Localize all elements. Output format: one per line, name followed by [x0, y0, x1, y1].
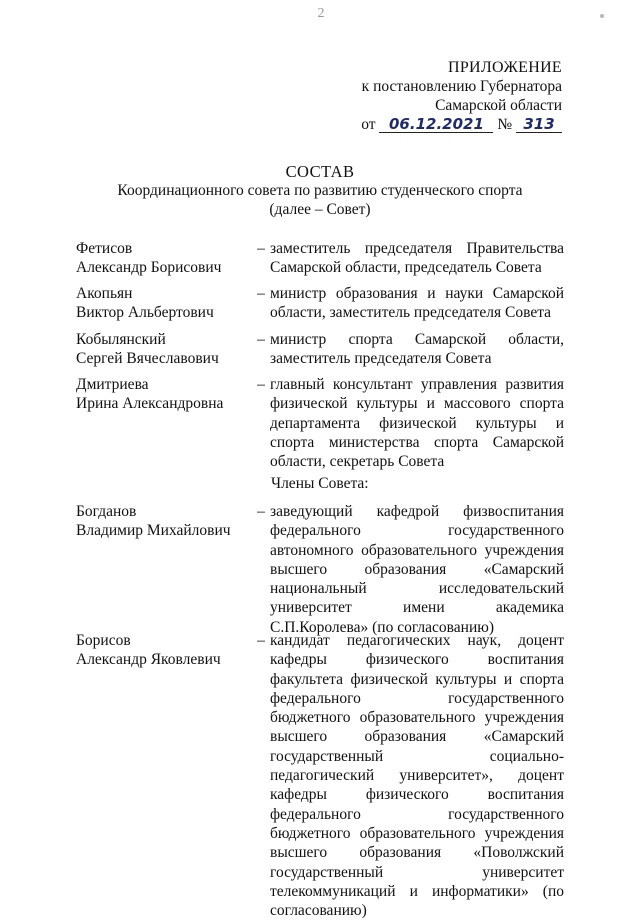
member-given-name: Александр Борисович: [76, 259, 222, 277]
document-heading: [90, 162, 550, 219]
member-role: главный консультант управления развития физической культуры и массового спорта департамента физической культуры и спорта министерства спорта Самарской области, секретарь Совета: [270, 376, 564, 471]
member-surname: Борисов: [76, 632, 131, 649]
member-given-name: Сергей Вячеславович: [76, 350, 219, 368]
member-name: [76, 330, 252, 369]
dash: –: [257, 285, 265, 302]
appendix-line-1: к постановлению Губернатора: [361, 78, 562, 95]
member-role: заместитель председателя Правительства Самарской области, председатель Совета: [270, 240, 564, 277]
member-name: [76, 375, 252, 414]
members-section-label: Члены Совета:: [271, 475, 369, 492]
handwritten-number: 313: [516, 116, 562, 133]
member-name: [76, 284, 252, 323]
member-given-name: Ирина Александровна: [76, 395, 224, 413]
from-label: от: [361, 116, 376, 133]
member-surname: Богданов: [76, 503, 137, 520]
scan-speck: [600, 14, 604, 18]
dash: –: [257, 632, 265, 649]
dash: –: [257, 331, 265, 348]
heading-line-1: Координационного совета по развитию студенческого спорта: [117, 182, 523, 199]
member-role: заведующий кафедрой физвоспитания федерального государственного автономного образовательного учреждения высшего образования «Самарский национальный исследовательский университет имени академика С.П.Королева» (по согласованию): [270, 503, 564, 636]
member-name: [76, 631, 252, 670]
member-surname: Фетисов: [76, 240, 133, 257]
heading-title: СОСТАВ: [285, 162, 355, 181]
member-surname: Дмитриева: [76, 376, 149, 393]
appendix-title: ПРИЛОЖЕНИЕ: [447, 59, 562, 76]
appendix-date-number-line: [330, 115, 562, 134]
member-role: министр спорта Самарской области, заместитель председателя Совета: [270, 331, 564, 368]
dash: –: [257, 376, 265, 393]
member-role: министр образования и науки Самарской области, заместитель председателя Совета: [270, 285, 564, 322]
heading-line-2: (далее – Совет): [269, 201, 371, 218]
member-surname: Акопьян: [76, 285, 133, 302]
dash: –: [257, 240, 265, 257]
member-surname: Кобылянский: [76, 331, 166, 348]
member-role: кандидат педагогических наук, доцент кафедры физического воспитания факультета физической культуры и спорта федерального государственного бюджетного образовательного учреждения высшего образования «Самарский государственный социально-педагогический университет», доцент кафедры физического воспитания федерального государственного бюджетного образовательного учреждения высшего образования «Поволжский государственный университет телекоммуникаций и информатики» (по согласованию): [270, 632, 564, 920]
member-given-name: Виктор Альбертович: [76, 304, 214, 322]
handwritten-date: 06.12.2021: [379, 116, 493, 133]
page-number: 2: [317, 6, 325, 21]
number-label: №: [497, 116, 513, 133]
dash: –: [257, 503, 265, 520]
appendix-line-2: Самарской области: [435, 97, 562, 114]
member-given-name: Александр Яковлевич: [76, 651, 221, 669]
member-given-name: Владимир Михайлович: [76, 522, 231, 540]
member-name: [76, 502, 252, 541]
member-name: [76, 239, 252, 278]
appendix-block: [330, 58, 562, 134]
